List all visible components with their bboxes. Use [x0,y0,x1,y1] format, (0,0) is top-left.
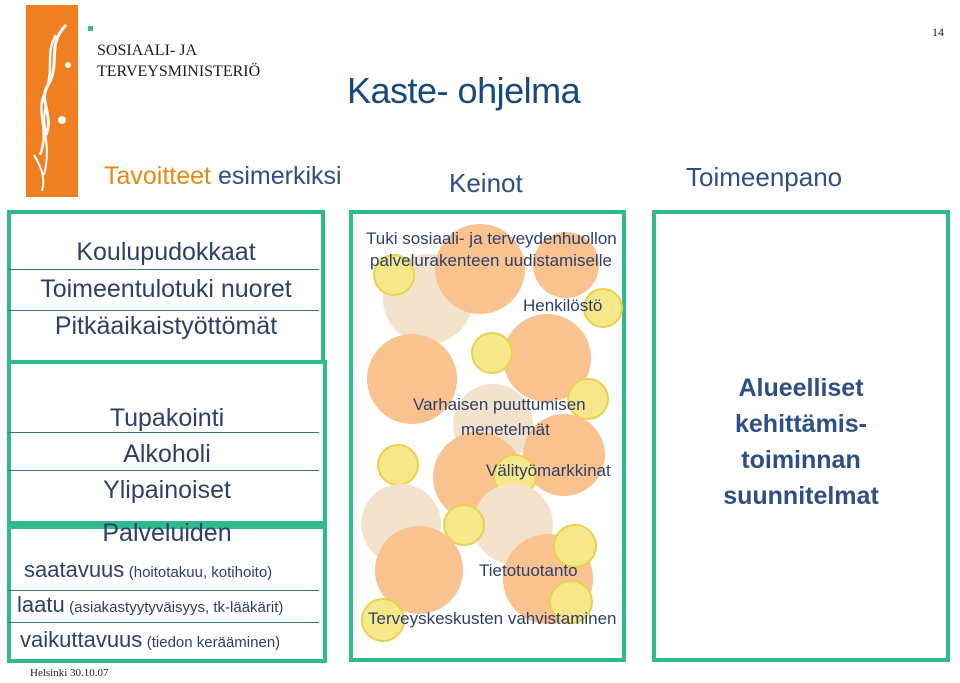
means-item: Tuki sosiaali- ja terveydenhuollon [366,229,617,248]
service-row [24,557,272,583]
divider [7,590,319,591]
service-row-detail: (asiakastyytyväisyys, tk-lääkärit) [69,599,284,616]
implementation-line: Alueelliset [738,374,864,402]
page-title: Kaste- ohjelma [347,70,581,111]
goal-item: Tupakointi [109,404,225,432]
divider [7,269,319,270]
ministry-name-line2: TERVEYSMINISTERIÖ [97,63,261,80]
means-item: Välityömarkkinat [486,461,611,480]
divider [7,470,319,471]
service-row-main: laatu [17,592,65,617]
means-item: menetelmät [461,420,550,439]
footer-date: Helsinki 30.10.07 [30,667,109,679]
implementation-heading: Toimeenpano [686,162,843,192]
means-item: palvelurakenteen uudistamiselle [370,251,612,270]
ministry-name [97,40,260,82]
decorative-circle [377,444,419,486]
implementation-line: kehittämis- [735,410,867,438]
decorative-circle [471,332,513,374]
goal-item: Toimeentulotuki nuoret [40,275,292,303]
goal-item: Pitkäaikaistyöttömät [54,312,278,340]
means-item: Terveyskeskusten vahvistaminen [368,609,617,628]
divider [7,310,319,311]
goals-heading-rest: esimerkiksi [217,162,342,190]
service-row-main: vaikuttavuus [20,627,143,652]
ministry-logo [26,5,78,197]
divider [7,622,319,623]
means-item: Tietotuotanto [479,561,578,580]
means-item: Varhaisen puuttumisen [413,395,586,414]
goal-item: Koulupudokkaat [76,238,256,266]
service-row [17,592,283,618]
service-row-detail: (tiedon kerääminen) [146,634,281,651]
bullet-square [88,26,93,31]
implementation-line: suunnitelmat [723,482,879,510]
services-title: Palveluiden [102,519,232,547]
implementation-line: toiminnan [741,446,861,474]
goal-item: Ylipainoiset [103,476,231,504]
goals-heading-highlight: Tavoitteet [104,162,212,190]
means-heading: Keinot [449,168,523,198]
page-number: 14 [932,25,944,39]
ministry-name-line1: SOSIAALI- JA [97,42,197,59]
service-row-detail: (hoitotakuu, kotihoito) [128,564,273,581]
service-row [20,627,280,653]
goals-heading [104,162,342,191]
goal-item: Alkoholi [123,440,211,468]
service-row-main: saatavuus [24,557,125,582]
means-item: Henkilöstö [523,296,603,315]
implementation-text [652,370,950,514]
